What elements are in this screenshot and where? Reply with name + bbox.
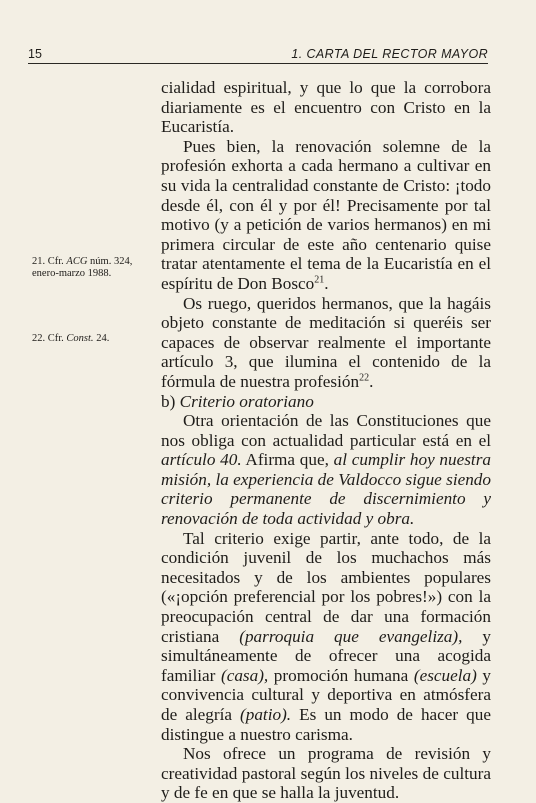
paragraph-4: Otra orientación de las Constituciones que nos obliga con actualidad particular está en el artículo 40. Afirma que, al cumplir hoy nuestra misión, la experiencia de Valdocco sigue siendo criterio permanente de discernimiento y renovación de toda actividad y obra. xyxy=(161,411,491,529)
footnote-22: 22. Cfr. Const. 24. xyxy=(32,333,110,344)
section-heading xyxy=(161,392,491,412)
paragraph-1: cialidad espiritual, y que lo que la corrobora diariamente es el encuentro con Cristo en la Eucaristía. xyxy=(161,78,491,137)
main-text xyxy=(161,78,491,803)
section-letter: b) xyxy=(161,391,176,411)
footnote-ref-22: 22 xyxy=(359,372,370,384)
page-header xyxy=(28,47,488,64)
footnote-ref-21: 21 xyxy=(314,274,325,286)
page-number: 15 xyxy=(28,47,42,61)
running-title: 1. CARTA DEL RECTOR MAYOR xyxy=(291,47,488,61)
paragraph-3: Os ruego, queridos hermanos, que la hagáis objeto constante de meditación si queréis ser capaces de observar realmente el importante artículo 3, que ilumina el contenido de la fórmula de nuestra profesión$^{22}$. xyxy=(161,293,491,391)
paragraph-2: Pues bien, la renovación solemne de la profesión exhorta a cada hermano a cultivar en su vida la centralidad constante de Cristo: ¡todo desde él, con él y por él! Precisamente por tal motivo (y a petición de varios hermanos) en mi primera circular de este año centenario quise tratar atentamente el tema de la Eucaristía en el espíritu de Don Bosco$^{21}$. xyxy=(161,136,491,293)
paragraph-5: Tal criterio exige partir, ante todo, de la condición juvenil de los muchachos más necesitados y de los ambientes populares («¡opción preferencial por los pobres!») con la preocupación central de dar una formación cristiana (parroquia que evangeliza), y simultáneamente de ofrecer una acogida familiar (casa), promoción humana (escuela) y convivencia cultural y deportiva en atmósfera de alegría (patio). Es un modo de hacer que distingue a nuestro carisma. xyxy=(161,528,492,744)
footnote-21: 21. Cfr. ACG núm. 324, enero-marzo 1988. xyxy=(32,256,133,279)
section-title: Criterio oratoriano xyxy=(179,391,314,411)
paragraph-6: Nos ofrece un programa de revisión y creatividad pastoral según los niveles de cultura y de fe en que se halla la juventud. xyxy=(161,744,491,803)
